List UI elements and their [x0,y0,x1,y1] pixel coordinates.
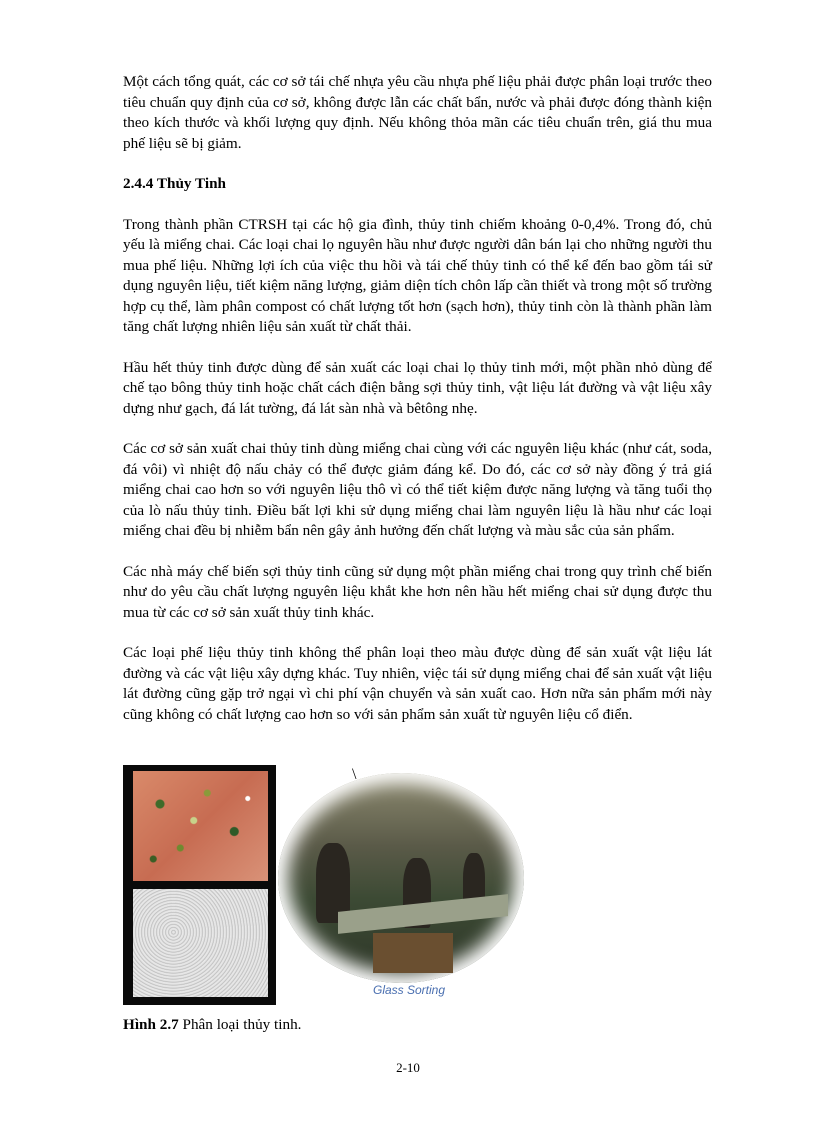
paragraph: Một cách tổng quát, các cơ sở tái chế nhựa yêu cầu nhựa phế liệu phải được phân loại trước theo tiêu chuẩn quy định của cơ sở, không được lẫn các chất bẩn, nước và phải được đóng thành kiện theo kích thước và khối lượng quy định. Nếu không thỏa mãn các tiêu chuẩn trên, giá thu mua phế liệu sẽ bị giảm. [123,73,712,152]
paragraph: Hầu hết thủy tinh được dùng để sản xuất các loại chai lọ thủy tinh mới, một phần nhỏ dùng để chế tạo bông thủy tinh hoặc chất cách điện bằng sợi thủy tinh, vật liệu lát đường và vật liệu xây dựng như gạch, đá lát tường, đá lát sàn nhà và bêtông nhẹ. [123,358,712,417]
page-number: 2-10 [396,1060,420,1075]
crushed-glass-image [133,889,268,997]
paragraph: Các nhà máy chế biến sợi thủy tinh cũng sử dụng một phần miểng chai trong quy trình chế biến như do yêu cầu chất lượng nguyên liệu khắt khe hơn nên hầu hết miểng chai sử dụng được thu mua từ các cơ sở sản xuất thủy tinh khác. [123,562,712,621]
figure-label: Hình 2.7 [123,1016,179,1033]
sorting-bin [373,933,453,973]
glass-cullet-photo [123,765,276,1005]
colored-glass-image [133,771,268,881]
figure [123,765,583,1005]
stray-mark: \ [352,766,357,783]
paragraph: Trong thành phần CTRSH tại các hộ gia đình, thủy tinh chiếm khoảng 0-0,4%. Trong đó, chủ yếu là miểng chai. Các loại chai lọ nguyên hầu như được người dân bán lại cho những người thu mua phế liệu. Những lợi ích của việc thu hồi và tái chế thủy tinh có thể kể đến bao gồm tái sử dụng nguyên liệu, tiết kiệm năng lượng, giảm diện tích chôn lấp cần thiết và trong một số trường hợp cụ thể, làm phân compost có chất lượng tốt hơn (sạch hơn), thủy tinh còn là thành phần làm tăng chất lượng nhiên liệu sản xuất từ chất thải. [123,215,712,335]
figure-caption-text: Phân loại thủy tinh. [178,1016,302,1033]
paragraph: Các loại phế liệu thủy tinh không thể phân loại theo màu được dùng để sản xuất vật liệu lát đường và các vật liệu xây dựng khác. Tuy nhiên, việc tái sử dụng miểng chai để sản xuất vật liệu lát đường cũng gặp trở ngại vì chi phí vận chuyển và sản xuất cao. Hơn nữa sản phẩm mới này cũng không có chất lượng cao hơn so với sản phẩm sản xuất từ nguyên liệu cổ điển. [123,644,712,723]
photo-caption: Glass Sorting [373,983,446,997]
glass-sorting-photo [278,773,524,983]
figure-caption [123,1016,301,1034]
paragraph: Các cơ sở sản xuất chai thủy tinh dùng miểng chai cùng với các nguyên liệu khác (như cát, soda, đá vôi) vì nhiệt độ nấu chảy có thể được giảm đáng kể. Do đó, các cơ sở này đồng ý trả giá miểng chai cao hơn so với nguyên liệu thô vì có thể tiết kiệm được năng lượng và tăng tuổi thọ của lò nấu thủy tinh. Điều bất lợi khi sử dụng miểng chai làm nguyên liệu là hầu như các loại miểng chai đều bị nhiễm bẩn nên gây ảnh hưởng đến chất lượng và màu sắc của sản phẩm. [123,440,712,539]
section-heading: 2.4.4 Thủy Tinh [123,175,227,192]
body-text [123,72,712,745]
